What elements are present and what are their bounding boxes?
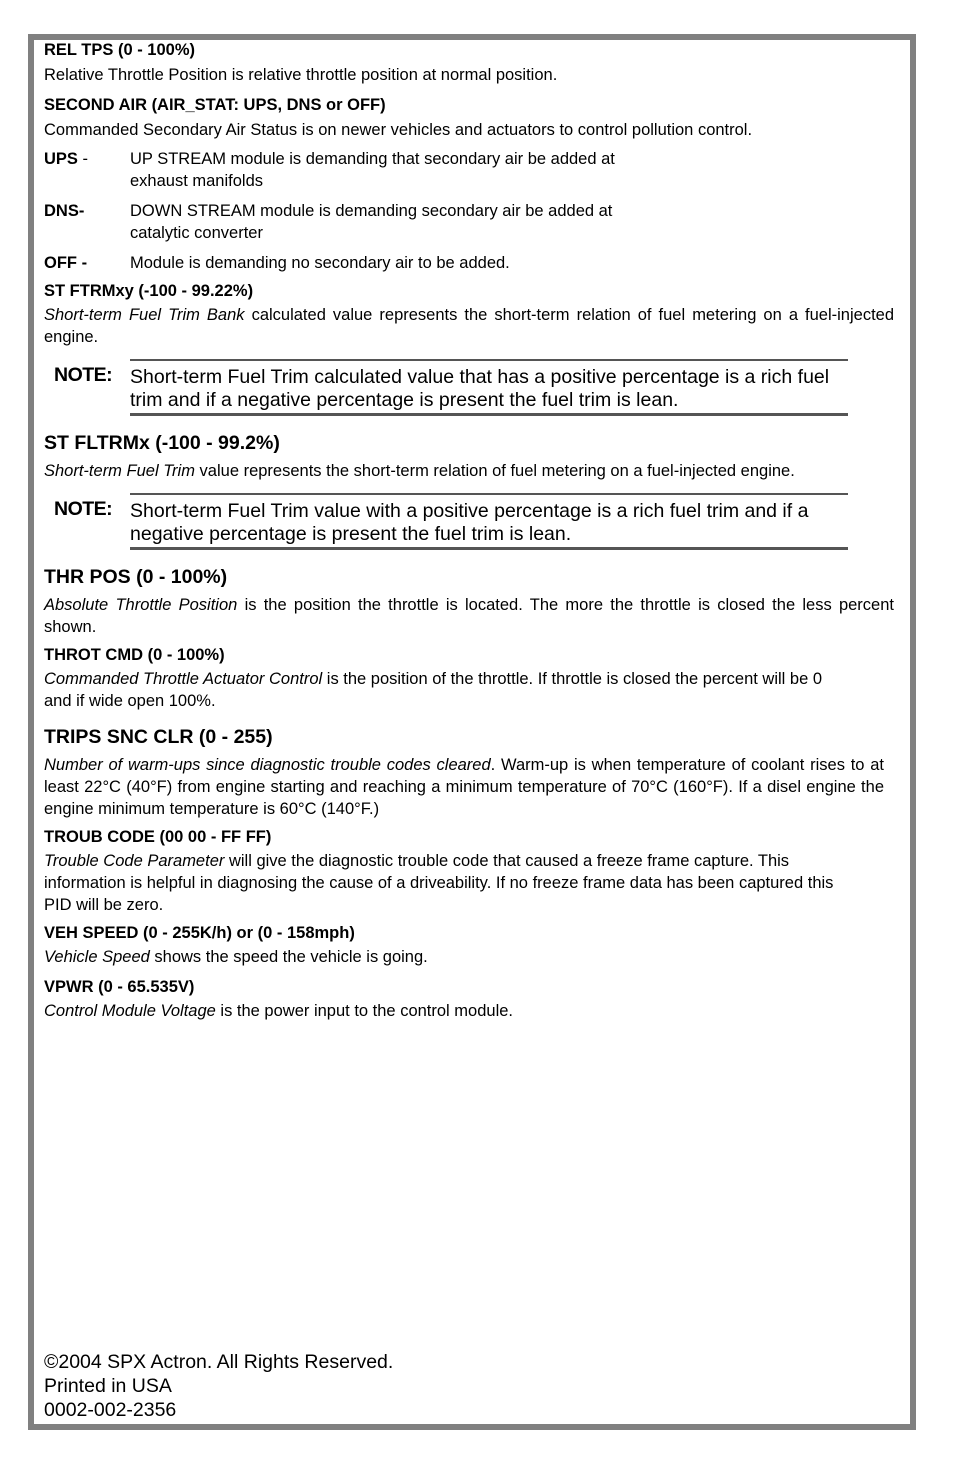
- troub-code-description: will give the diagnostic trouble code that caused a freeze frame capture. This information is helpful in diagnosing the cause of a driveability. If no freeze frame data has been captured this PID will be zero.: [44, 852, 834, 914]
- troub-code-text: [44, 850, 859, 916]
- term-ups: UPS: [44, 150, 78, 168]
- note-label: NOTE:: [54, 364, 113, 386]
- st-ftrmxy-heading: ST FTRMxy (-100 - 99.22%): [44, 282, 254, 300]
- trips-snc-clr-term: Number of warm-ups since diagnostic trouble codes cleared: [44, 756, 491, 774]
- term-ups-suffix: -: [77, 150, 89, 168]
- vpwr-heading: VPWR (0 - 65.535V): [44, 978, 195, 996]
- st-fltrmx-heading: ST FLTRMx (-100 - 99.2%): [44, 432, 280, 454]
- note-st-ftrmxy: [54, 359, 848, 416]
- definition-dns: [44, 200, 894, 244]
- vpwr-text: [44, 1000, 894, 1022]
- ups-line-1: UP STREAM module is demanding that secondary air be added at: [130, 150, 615, 168]
- part-number: 0002-002-2356: [44, 1399, 177, 1421]
- trips-snc-clr-heading: TRIPS SNC CLR (0 - 255): [44, 726, 273, 748]
- st-fltrmx-text: [44, 460, 894, 482]
- thr-pos-text: [44, 594, 894, 638]
- st-fltrmx-term: Short-term Fuel Trim: [44, 462, 195, 480]
- term-off: OFF -: [44, 254, 88, 272]
- note-text: Short-term Fuel Trim calculated value that has a positive percentage is a rich fuel trim and if a negative percentage is present the fuel trim is lean.: [130, 359, 848, 416]
- st-ftrmxy-description: calculated value represents the short-term relation of fuel metering on a fuel-injected engine.: [44, 306, 895, 346]
- rel-tps-heading: REL TPS (0 - 100%): [44, 41, 195, 59]
- thr-pos-heading: THR POS (0 - 100%): [44, 566, 228, 588]
- veh-speed-heading: VEH SPEED (0 - 255K/h) or (0 - 158mph): [44, 924, 355, 942]
- note-st-fltrmx: [54, 493, 848, 550]
- second-air-text: Commanded Secondary Air Status is on newer vehicles and actuators to control pollution control.: [44, 121, 753, 139]
- veh-speed-text: [44, 946, 894, 968]
- off-line-1: Module is demanding no secondary air to be added.: [130, 254, 510, 272]
- throt-cmd-text: [44, 668, 844, 712]
- veh-speed-description: shows the speed the vehicle is going.: [149, 948, 428, 966]
- dns-line-2: catalytic converter: [130, 224, 263, 242]
- definition-off: [44, 252, 894, 274]
- term-dns: DNS-: [44, 202, 85, 220]
- note-label: NOTE:: [54, 498, 113, 520]
- throt-cmd-heading: THROT CMD (0 - 100%): [44, 646, 225, 664]
- troub-code-heading: TROUB CODE (00 00 - FF FF): [44, 828, 272, 846]
- trips-snc-clr-text: [44, 754, 884, 820]
- document-content: [44, 40, 894, 1022]
- second-air-heading: SECOND AIR (AIR_STAT: UPS, DNS or OFF): [44, 96, 386, 114]
- troub-code-term: Trouble Code Parameter: [44, 852, 225, 870]
- vpwr-description: is the power input to the control module.: [215, 1002, 513, 1020]
- veh-speed-term: Vehicle Speed: [44, 948, 150, 966]
- rel-tps-text: Relative Throttle Position is relative throttle position at normal position.: [44, 66, 558, 84]
- trips-snc-clr-description: . Warm-up is when temperature of coolant rises to at least 22°C (40°F) from engine starting and reaching a minimum temperature of 70°C (160°F). If a disel engine the engine minimum temperature is 60°C (140°F.): [44, 756, 884, 818]
- st-ftrmxy-text: [44, 304, 894, 348]
- thr-pos-term: Absolute Throttle Position: [44, 596, 238, 614]
- throt-cmd-description: is the position of the throttle. If throttle is closed the percent will be 0 and if wide open 100%.: [44, 670, 823, 710]
- definition-ups: [44, 148, 894, 192]
- ups-line-2: exhaust manifolds: [130, 172, 263, 190]
- thr-pos-description: is the position the throttle is located. The more the throttle is closed the less percent shown.: [44, 596, 894, 636]
- throt-cmd-term: Commanded Throttle Actuator Control: [44, 670, 323, 688]
- copyright-text: ©2004 SPX Actron. All Rights Reserved.: [44, 1351, 394, 1373]
- vpwr-term: Control Module Voltage: [44, 1002, 216, 1020]
- footer: [44, 1350, 393, 1422]
- dns-line-1: DOWN STREAM module is demanding secondary air be added at: [130, 202, 613, 220]
- st-ftrmxy-term: Short-term Fuel Trim Bank: [44, 306, 245, 324]
- st-fltrmx-description: value represents the short-term relation of fuel metering on a fuel-injected engine.: [194, 462, 795, 480]
- printed-in-text: Printed in USA: [44, 1375, 172, 1397]
- note-text: Short-term Fuel Trim value with a positive percentage is a rich fuel trim and if a negative percentage is present the fuel trim is lean.: [130, 493, 848, 550]
